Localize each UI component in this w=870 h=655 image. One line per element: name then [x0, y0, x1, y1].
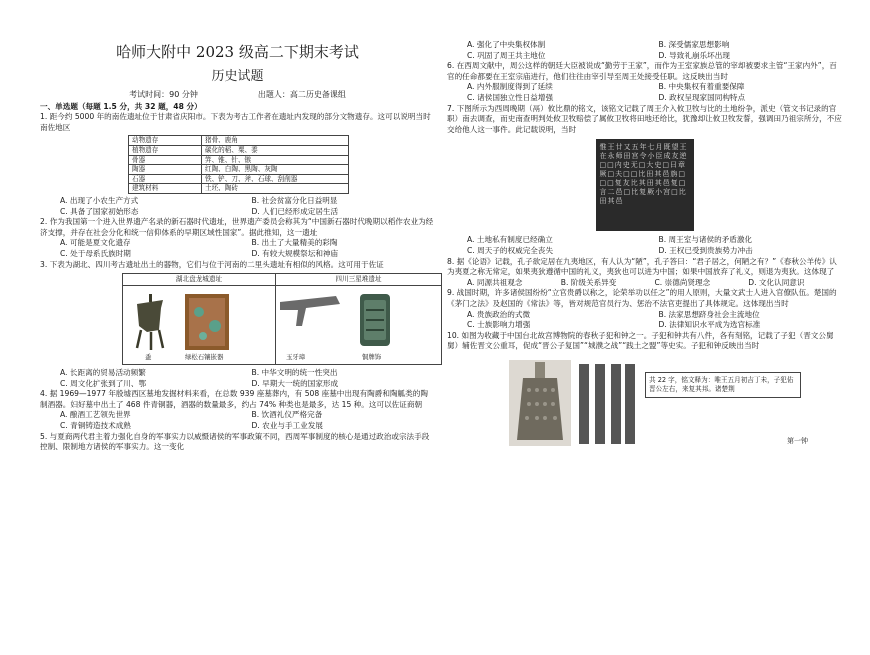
bell-inscription-callout: 共 22 字，铭文释为：唯王五月初吉丁未，子犯佑晋公左右，来复其邦。诸楚荆	[645, 372, 801, 398]
q3-option-b: B. 中华文明的统一性突出	[251, 368, 338, 378]
q5-option-b: B. 深受儒家思想影响	[658, 40, 730, 49]
q7-rubbing-glyphs: 惟王廿又五年七月既望王在永师田宫令小臣成友逆□□内史无□大史□曰章厥□夫□□比田其邑旃□□□复友比其田其邑复□言二邑□比复厥小宫□比田其邑	[599, 143, 688, 206]
q6-option-c: C. 诸侯国独立性日益增强	[467, 92, 554, 102]
q5-option-c: C. 巩固了周王共主地位	[467, 50, 546, 60]
exam-author: 出题人：高二历史备课组	[257, 90, 346, 99]
table-row	[129, 184, 349, 194]
q4-stem: 4. 据 1969—1977 年殷墟西区墓地发掘材料来看，在总数 939 座墓葬内，有 508 座墓中出现有陶爵和陶觚类的陶制酒器。妇好墓中出土了 468 件青铜器，酒器的数量最多，约占 74% 种类也是最多，达 15 种。这可以佐证商朝	[40, 389, 428, 409]
bell-inscription-strips	[577, 364, 635, 444]
q9-stem: 9. 战国时期，许多诸侯国纷纷“立官贵爵以称之，论荣举功以任之”的用人原则，大量文武士人进入官僚队伍。楚国的《茅门之法》及赵国的《常法》等，皆对规范官员行为、惩治不法官吏提出了具体规定。这体现出当时	[447, 288, 837, 308]
q7-option-b: B. 周王室与诸侯的矛盾激化	[658, 235, 753, 245]
q6-stem: 6. 在西周文献中，周公这样的朝廷大臣被说成“勤劳于王家”，而作为王室家族总管的宰却被要求主管“王家内外”，百官的任命都要在王室宗庙进行，他们往往由宰引导至周王处接受任职。这反映出当时	[447, 61, 837, 81]
relic-items: 猪骨、鹿角	[202, 136, 349, 146]
q3-option-d: D. 早期大一统的国家形成	[251, 378, 339, 388]
q2-options	[40, 238, 435, 259]
q8-option-a: A. 同源共祖观念	[467, 277, 523, 287]
table-row	[129, 165, 349, 175]
q2-option-a: A. 可能是夏文化遗存	[60, 238, 131, 248]
q4-options	[40, 410, 435, 431]
section-heading: 一、单选题（每题 1.5 分，共 32 题，48 分）	[40, 101, 202, 111]
q6-options	[447, 82, 842, 103]
table-row	[129, 155, 349, 165]
table-row	[129, 174, 349, 184]
q2-option-c: C. 处于母系氏族时期	[60, 248, 131, 258]
q9-option-a: A. 贵族政治的式微	[467, 309, 531, 319]
exam-subtitle: 历史试题	[211, 69, 264, 84]
relic-items: 红陶、白陶、黑陶、灰陶	[202, 165, 349, 175]
bronze-plaque-image	[360, 294, 390, 346]
q9-option-c: C. 士族影响力增强	[467, 320, 531, 330]
q1-options	[40, 196, 435, 217]
q7-options	[447, 235, 842, 256]
q1-option-b: B. 社会贫富分化日益明显	[251, 195, 338, 205]
exam-title: 哈师大附中 2023 级高二下期末考试	[116, 43, 359, 61]
q8-stem: 8. 据《论语》记载，孔子欲定居在九夷地区，有人认为“陋”，孔子答曰：“君子居之，何陋之有？”《春秋公羊传》认为夷夏之称无常定，如果夷狄遵循中国的礼义，夷狄也可以进为中国；如果中国放弃了礼义，则退为夷狄。这体现了	[447, 256, 837, 277]
relic-category: 骨器	[129, 155, 202, 165]
relic-items: 铁、铲、刀、斧、石球、刮削器	[202, 174, 349, 184]
q4-option-b: B. 饮酒礼仪严格完备	[251, 410, 323, 420]
jade-yazhang-image	[280, 296, 340, 326]
q2-option-b: B. 出土了大量精美的彩陶	[251, 238, 338, 248]
relic-items: 笄、锥、针、镞	[202, 155, 349, 165]
turquoise-inlay-image	[185, 294, 229, 350]
q10-bell-figure	[447, 358, 842, 450]
bell-photo-image	[509, 360, 571, 446]
q3-option-a: A. 长距离的贸易活动频繁	[60, 368, 146, 378]
q3-site1-label: 湖北盘龙城遗址	[123, 274, 276, 285]
q6-option-d: D. 政权呈现家国同构特点	[658, 92, 746, 102]
q8-option-b: B. 阶级关系异变	[560, 277, 617, 287]
q8-option-c: C. 崇德尚贤理念	[654, 277, 711, 287]
q6-option-a: A. 内外服制度得到了延续	[467, 82, 553, 92]
q1-option-d: D. 人们已经形成定居生活	[251, 206, 339, 216]
relic-items: 土坯、陶砖	[202, 184, 349, 194]
relic-category: 动物遗存	[129, 136, 202, 146]
relic-category: 石器	[129, 174, 202, 184]
q7-option-a: A. 土地私有制度已经确立	[467, 235, 553, 245]
exam-time: 考试时间：90 分钟	[129, 90, 198, 99]
q7-option-d: D. 王权已受到贵族势力冲击	[658, 245, 753, 255]
left-column	[40, 0, 435, 615]
table-row	[129, 145, 349, 155]
q3-caption-inlay: 绿松石镶嵌器	[185, 352, 224, 361]
he-vessel-image	[137, 294, 163, 350]
q7-option-c: C. 周天子的权威完全丧失	[467, 245, 554, 255]
q8-options	[447, 278, 842, 289]
q4-option-c: C. 青铜铸造技术成熟	[60, 421, 131, 431]
q3-site2-label: 四川三星堆遗址	[335, 275, 382, 284]
q3-stem: 3. 下表为湖北、四川考古遗址出土的器物，它们与位于河南的二里头遗址有相似的风格。这可用于佐证	[40, 259, 384, 269]
q1-option-a: A. 出现了小农生产方式	[60, 195, 139, 205]
q3-sites-figure	[122, 273, 442, 365]
q8-option-d: D. 文化认同意识	[748, 277, 805, 287]
q5-option-a: A. 强化了中央集权体制	[467, 40, 546, 49]
exam-meta	[40, 90, 435, 101]
relic-category: 陶器	[129, 165, 202, 175]
q1-relics-table	[128, 135, 349, 194]
q3-option-c: C. 周文化扩张到了川、鄂	[60, 378, 147, 388]
q3-options	[40, 368, 435, 389]
q9-option-d: D. 法律知识水平成为选官标准	[658, 320, 761, 330]
q5-option-d: D. 导致礼崩乐坏出现	[658, 50, 730, 60]
q5-options	[447, 40, 842, 61]
relic-category: 植物遗存	[129, 145, 202, 155]
q9-option-b: B. 法家思想跻身社会主流地位	[658, 309, 760, 319]
table-row	[129, 136, 349, 146]
q7-inscription-rubbing	[596, 139, 694, 231]
q10-stem: 10. 如图为收藏于中国台北故宫博物院的春秋子犯和钟之一。子犯和钟共有八件，各有刻铭，记载了子犯（晋文公舅舅）辅佐晋文公重耳，促成“晋公子复国”“城濮之战”“践土之盟”等史实。子犯和钟反映出当时	[447, 330, 834, 351]
q7-stem: 7. 下图所示为西周晚期（鬲）攸比鼎的铭文，该铭文记载了周王介入攸卫牧与比的土地纷争，派史（管文书记录的官职）南去调查，而史南查明判处攸卫牧赔偿了属攸卫牧将田地还给比，犹豫却让攸卫牧发誓，强调田乃祖宗所分，不应交给他人这一事件。此记载说明，当时	[447, 103, 842, 134]
q2-option-d: D. 有较大规模祭坛和神庙	[251, 248, 339, 258]
q6-option-b: B. 中央集权有着重要保障	[658, 82, 745, 92]
bell-caption: 第一钟	[787, 436, 808, 445]
q1-stem: 1. 距今约 5000 年的南佐遗址位于甘肃省庆阳市。下表为考古工作者在遗址内发现的部分文物遗存。这可以说明当时南佐地区	[40, 112, 431, 132]
q4-option-a: A. 酿酒工艺领先世界	[60, 410, 131, 420]
q9-options	[447, 310, 842, 331]
q3-caption-he: 盉	[145, 352, 152, 361]
relic-category: 建筑材料	[129, 184, 202, 194]
q3-caption-plaque: 铜牌饰	[362, 352, 382, 361]
q4-option-d: D. 农业与手工业发展	[251, 421, 323, 431]
q3-caption-yazhang: 玉牙璋	[286, 352, 306, 361]
q1-option-c: C. 具备了国家初始形态	[60, 206, 139, 216]
right-column	[447, 0, 842, 655]
q5-stem: 5. 与夏商两代君主着力强化自身的军事实力以威慑诸侯的军事政策不同，西周军事制度的核心是通过政治或宗法手段控制、限制地方诸侯的军事实力。这一变化	[40, 431, 430, 452]
q2-stem: 2. 作为我国第一个进入世界遗产名录的新石器时代遗址，世界遗产委员会称其为“中国新石器时代晚期以稻作农业为经济支撑，并存在社会分化和统一信仰体系的早期区域性国家”。据此推知，这一遗址	[40, 217, 434, 237]
relic-items: 碳化的稻、粟、黍	[202, 145, 349, 155]
